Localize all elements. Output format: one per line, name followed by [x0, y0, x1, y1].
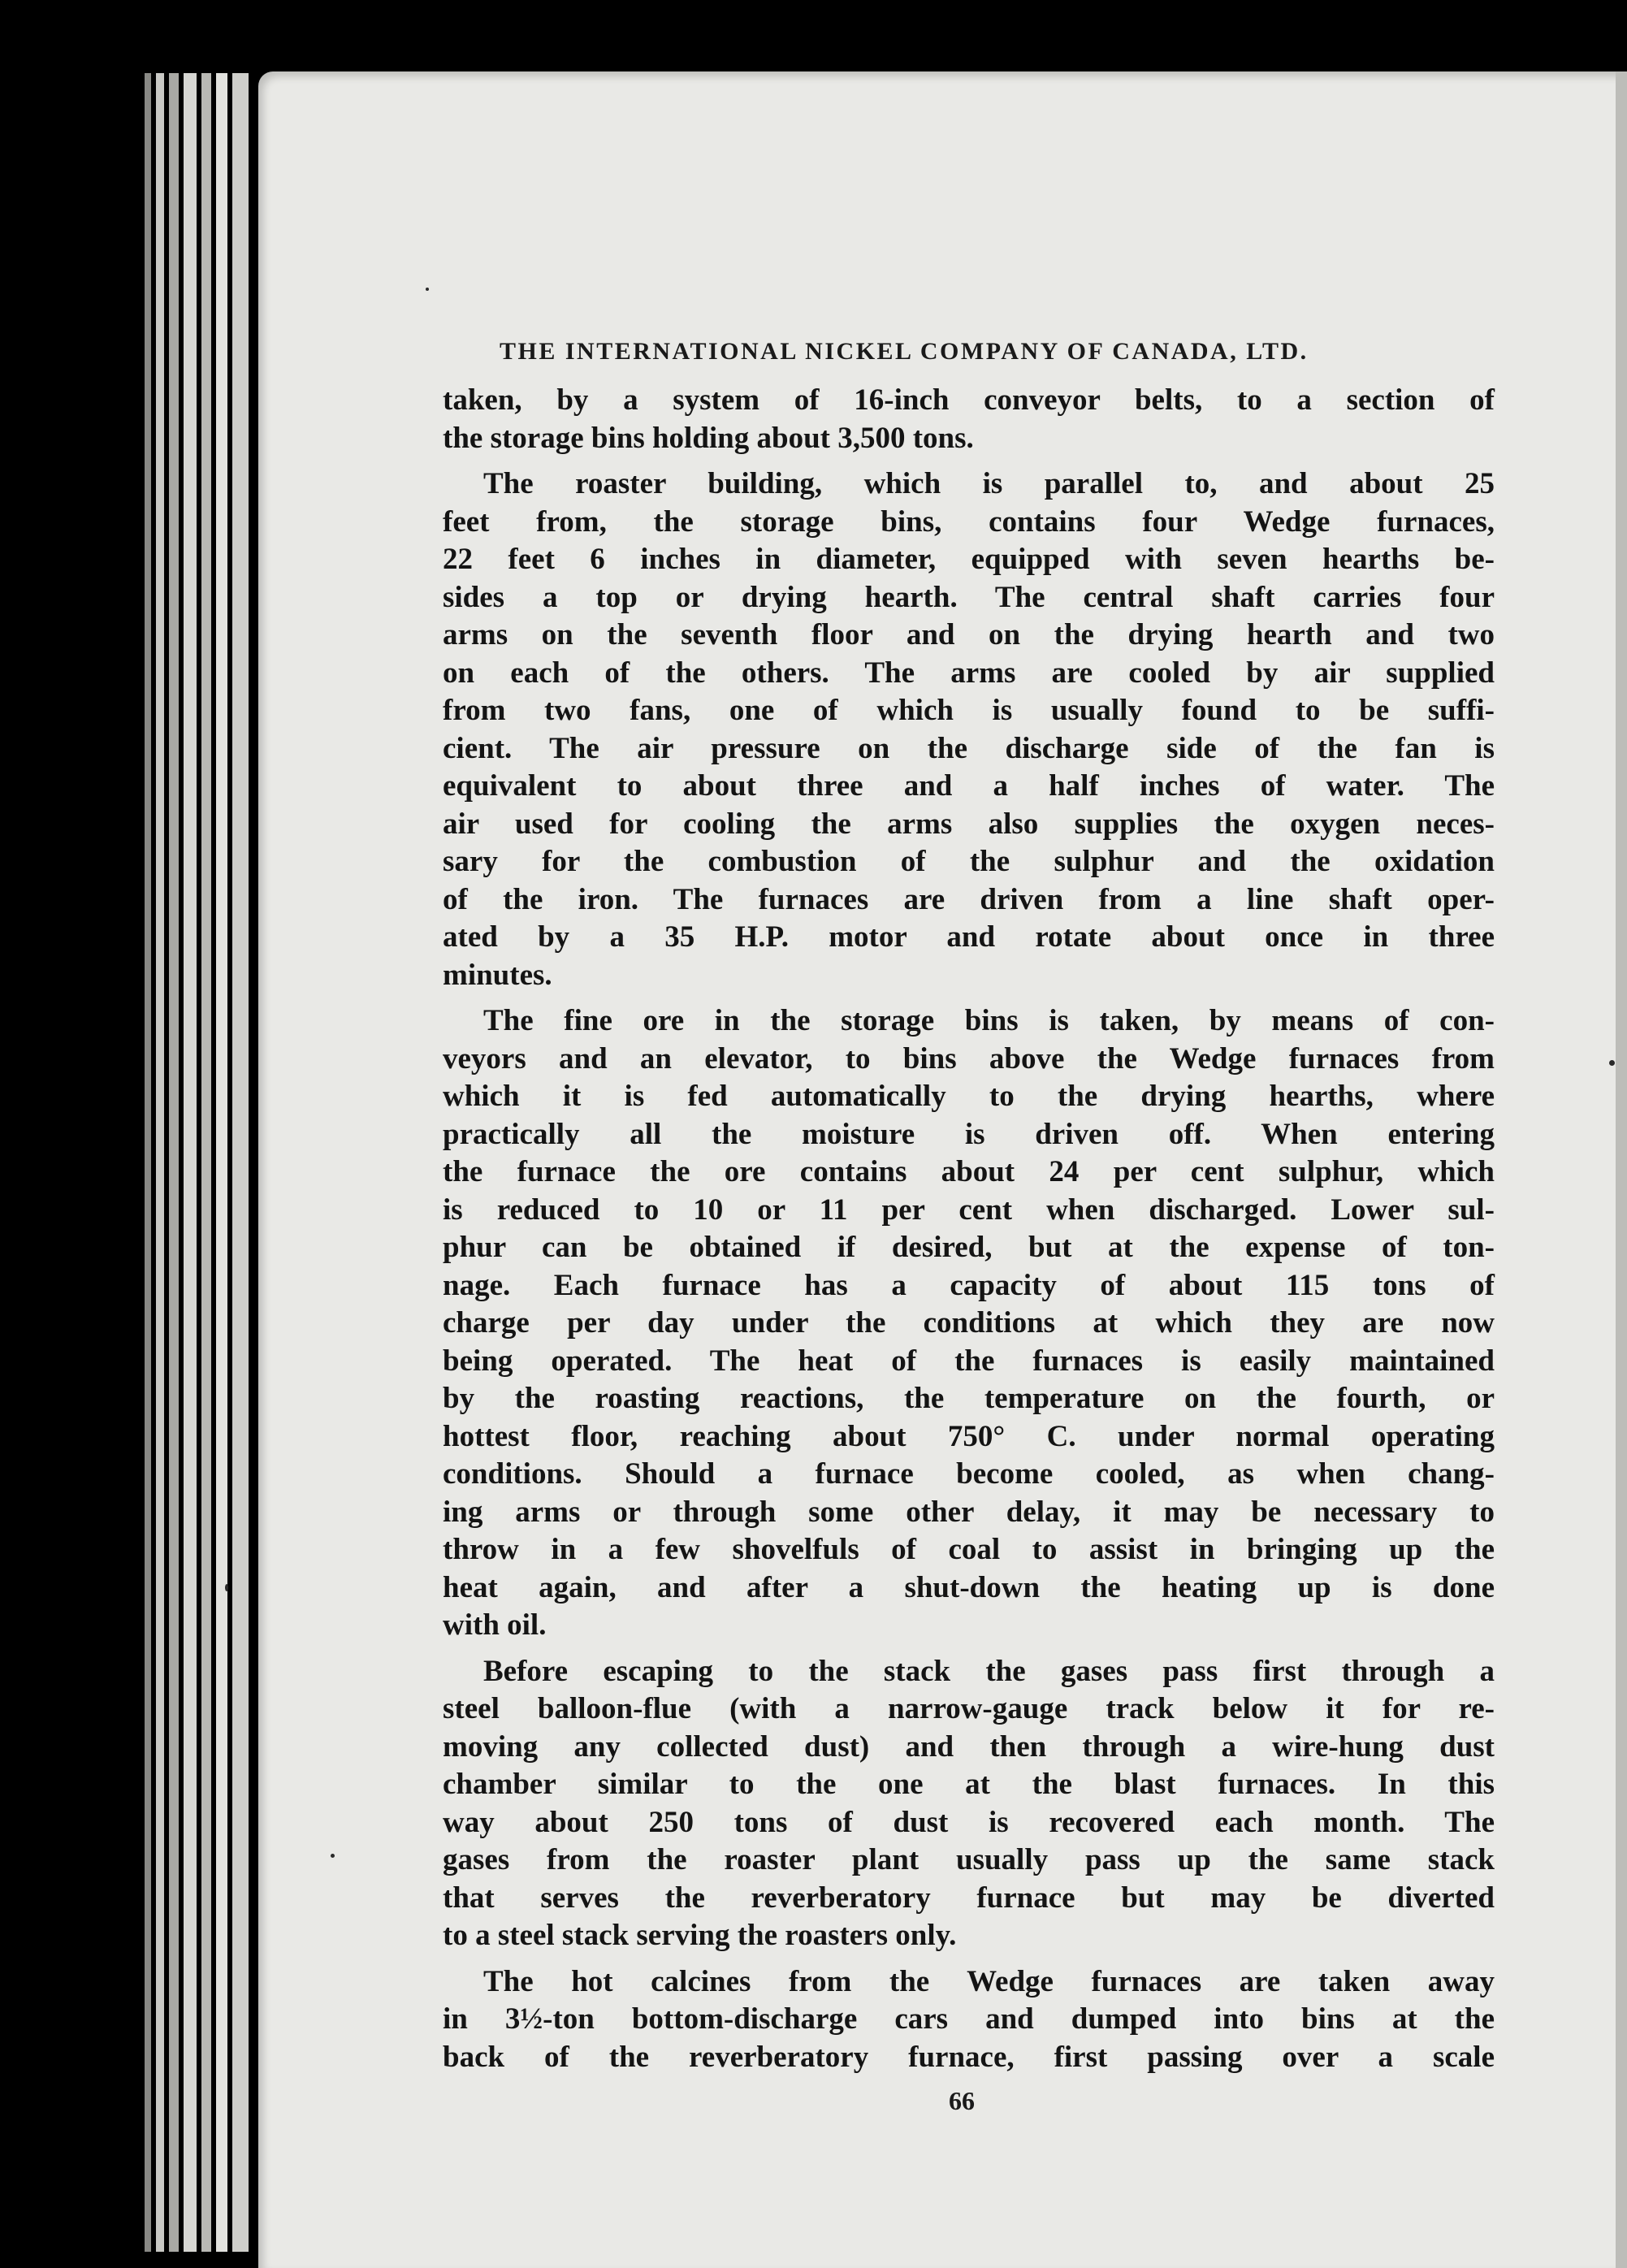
text-line: ated by a 35 H.P. motor and rotate about once in three: [443, 920, 1495, 954]
scan-speck: [331, 1854, 335, 1858]
page-number: 66: [949, 2086, 975, 2115]
scan-speck: [1609, 1060, 1615, 1066]
text-line: taken, by a system of 16-inch conveyor belts, to a section of: [443, 383, 1495, 417]
page-edge: [232, 73, 249, 2252]
text-line: equivalent to about three and a half inches of water. The: [443, 769, 1495, 803]
text-line: of the iron. The furnaces are driven from a line shaft oper-: [443, 882, 1495, 916]
text-line: arms on the seventh floor and on the drying hearth and two: [443, 618, 1495, 651]
text-line: to a steel stack serving the roasters only.: [443, 1919, 957, 1952]
page-edge: [184, 73, 197, 2252]
text-line: the furnace the ore contains about 24 per cent sulphur, which: [443, 1155, 1495, 1188]
text-line: with oil.: [443, 1608, 547, 1642]
text-line: cient. The air pressure on the discharge side of the fan is: [443, 731, 1495, 765]
text-line: that serves the reverberatory furnace but may be diverted: [443, 1881, 1495, 1915]
text-line: hottest floor, reaching about 750° C. under normal operating: [443, 1419, 1495, 1453]
text-line: the storage bins holding about 3,500 tons.: [443, 421, 974, 455]
paragraph: [443, 1963, 1495, 2077]
text-line: feet from, the storage bins, contains four Wedge furnaces,: [443, 504, 1495, 539]
text-line: which it is fed automatically to the drying hearths, where: [443, 1080, 1495, 1113]
text-line: conditions. Should a furnace become cooled, as when chang-: [443, 1457, 1495, 1491]
text-line: The hot calcines from the Wedge furnaces are taken away: [483, 1964, 1495, 1998]
text-line: gases from the roaster plant usually pass up the same stack: [443, 1843, 1495, 1876]
page-edge: [156, 73, 164, 2252]
paragraph: [443, 382, 1495, 457]
text-line: Before escaping to the stack the gases pass first through a: [483, 1654, 1495, 1688]
text-line: veyors and an elevator, to bins above the Wedge furnaces from: [443, 1041, 1495, 1076]
text-line: ing arms or through some other delay, it may be necessary to: [443, 1495, 1495, 1529]
text-line: air used for cooling the arms also supplies the oxygen neces-: [443, 807, 1495, 841]
paragraph: [443, 1653, 1495, 1955]
page-edge: [201, 73, 211, 2252]
text-line: moving any collected dust) and then through a wire-hung dust: [443, 1729, 1495, 1764]
text-line: practically all the moisture is driven off. When entering: [443, 1117, 1495, 1151]
text-line: The roaster building, which is parallel to, and about 25: [483, 467, 1495, 500]
text-line: charge per day under the conditions at which they are now: [443, 1306, 1495, 1340]
scan-speck: [426, 288, 429, 291]
text-line: way about 250 tons of dust is recovered each month. The: [443, 1805, 1495, 1839]
paragraph: [443, 465, 1495, 994]
text-line: 22 feet 6 inches in diameter, equipped with seven hearths be-: [443, 543, 1495, 576]
page-body: [443, 382, 1495, 2084]
text-line: being operated. The heat of the furnaces is easily maintained: [443, 1344, 1495, 1378]
text-line: minutes.: [443, 958, 552, 992]
paragraph: [443, 1002, 1495, 1645]
text-line: heat again, and after a shut-down the heating up is done: [443, 1570, 1495, 1604]
text-line: steel balloon-flue (with a narrow-gauge track below it for re-: [443, 1692, 1495, 1725]
page-edge: [169, 73, 179, 2252]
text-line: sides a top or drying hearth. The central shaft carries four: [443, 580, 1495, 614]
scan-speck: [225, 1584, 228, 1591]
page-edge: [145, 73, 151, 2252]
text-line: phur can be obtained if desired, but at the expense of ton-: [443, 1231, 1495, 1264]
text-line: throw in a few shovelfuls of coal to assist in bringing up the: [443, 1533, 1495, 1566]
text-line: on each of the others. The arms are cooled by air supplied: [443, 656, 1495, 690]
text-line: in 3½-ton bottom-discharge cars and dumped into bins at the: [443, 2002, 1495, 2036]
text-line: nage. Each furnace has a capacity of about 115 tons of: [443, 1268, 1495, 1302]
text-line: by the roasting reactions, the temperature on the fourth, or: [443, 1382, 1495, 1415]
running-header: THE INTERNATIONAL NICKEL COMPANY OF CANADA, LTD.: [500, 338, 1309, 365]
page-edge: [216, 73, 227, 2252]
text-line: sary for the combustion of the sulphur and the oxidation: [443, 845, 1495, 878]
text-line: from two fans, one of which is usually found to be suffi-: [443, 694, 1495, 727]
text-line: chamber similar to the one at the blast furnaces. In this: [443, 1768, 1495, 1801]
text-line: back of the reverberatory furnace, first passing over a scale: [443, 2040, 1495, 2074]
text-line: The fine ore in the storage bins is taken, by means of con-: [483, 1004, 1495, 1037]
page-right-edge: [1616, 71, 1627, 2268]
text-line: is reduced to 10 or 11 per cent when discharged. Lower sul-: [443, 1192, 1495, 1227]
